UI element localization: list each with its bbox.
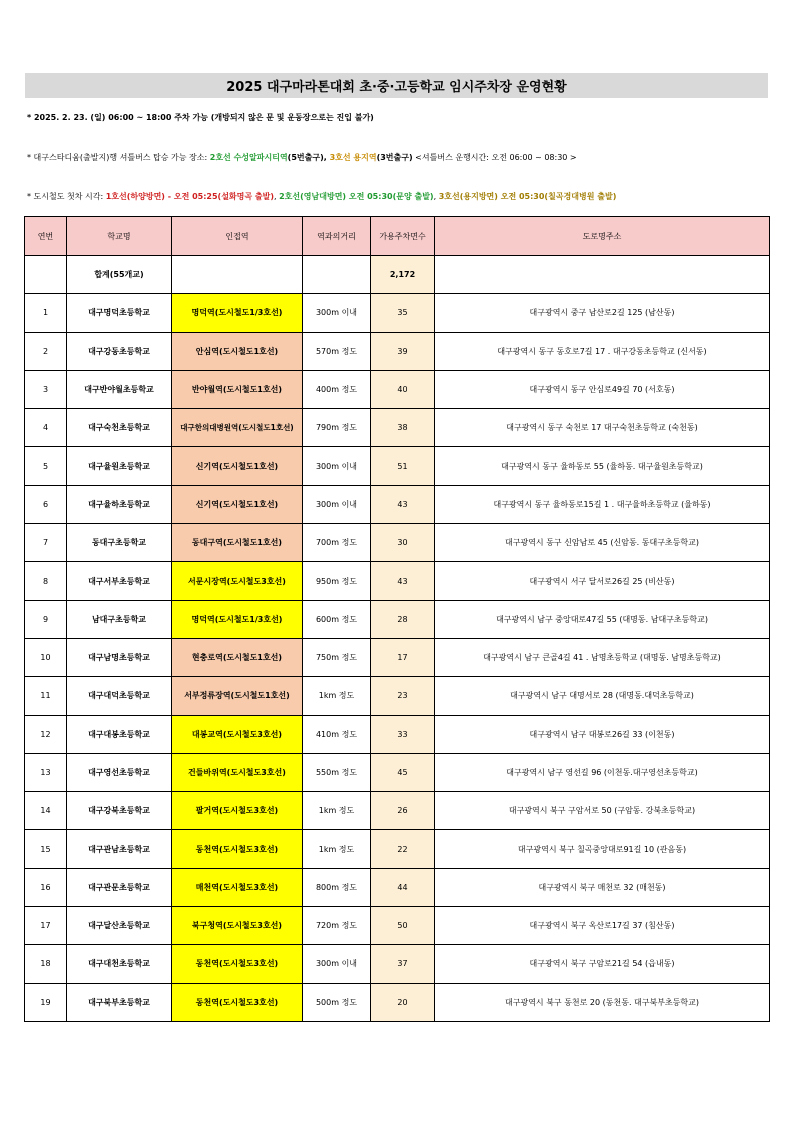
nearest-station: 안심역(도시철도1호선) xyxy=(172,332,303,370)
table-row xyxy=(25,830,770,868)
parking-time-note: * 2025. 2. 23. (일) 06:00 ~ 18:00 주차 가능 (개방되지 않은 문 및 운동장으로는 진입 불가) xyxy=(27,113,374,122)
table-row xyxy=(25,294,770,332)
table-row xyxy=(25,792,770,830)
station-distance: 1km 정도 xyxy=(303,830,371,868)
station-distance: 550m 정도 xyxy=(303,753,371,791)
school-name: 남대구초등학교 xyxy=(67,600,172,638)
road-address: 대구광역시 북구 옥산로17길 37 (침산동) xyxy=(435,907,770,945)
row-number: 6 xyxy=(25,485,67,523)
first-train-line2: 2호선(영남대방면) 오전 05:30(문양 출발) xyxy=(279,192,434,201)
nearest-station: 반야월역(도시철도1호선) xyxy=(172,370,303,408)
total-station xyxy=(172,256,303,294)
first-train-prefix: * 도시철도 첫차 시각: xyxy=(27,192,106,201)
station-distance: 410m 정도 xyxy=(303,715,371,753)
school-name: 대구강북초등학교 xyxy=(67,792,172,830)
row-number: 16 xyxy=(25,868,67,906)
row-number: 9 xyxy=(25,600,67,638)
road-address: 대구광역시 북구 구암서로 50 (구암동. 강북초등학교) xyxy=(435,792,770,830)
parking-spaces: 35 xyxy=(371,294,435,332)
table-row xyxy=(25,868,770,906)
road-address: 대구광역시 북구 동천로 20 (동천동. 대구북부초등학교) xyxy=(435,983,770,1021)
station-distance: 300m 이내 xyxy=(303,485,371,523)
road-address: 대구광역시 북구 구암로21길 54 (읍내동) xyxy=(435,945,770,983)
first-train-line3: 3호선(용지방면) 오전 05:30(칠곡경대병원 출발) xyxy=(438,192,617,201)
table-row xyxy=(25,524,770,562)
station-distance: 300m 이내 xyxy=(303,294,371,332)
school-name: 대구대봉초등학교 xyxy=(67,715,172,753)
row-number: 14 xyxy=(25,792,67,830)
station-distance: 790m 정도 xyxy=(303,409,371,447)
row-number: 2 xyxy=(25,332,67,370)
row-number: 3 xyxy=(25,370,67,408)
nearest-station: 북구청역(도시철도3호선) xyxy=(172,907,303,945)
table-row xyxy=(25,600,770,638)
parking-spaces: 45 xyxy=(371,753,435,791)
school-name: 대구서부초등학교 xyxy=(67,562,172,600)
total-distance xyxy=(303,256,371,294)
parking-spaces: 17 xyxy=(371,638,435,676)
road-address: 대구광역시 중구 남산로2길 125 (남산동) xyxy=(435,294,770,332)
road-address: 대구광역시 서구 달서로26길 25 (비산동) xyxy=(435,562,770,600)
nearest-station: 동대구역(도시철도1호선) xyxy=(172,524,303,562)
station-distance: 1km 정도 xyxy=(303,677,371,715)
parking-spaces: 20 xyxy=(371,983,435,1021)
shuttle-note xyxy=(27,152,577,163)
page-title: 2025 대구마라톤대회 초·중·고등학교 임시주차장 운영현황 xyxy=(25,73,768,98)
school-name: 대구강동초등학교 xyxy=(67,332,172,370)
parking-spaces: 26 xyxy=(371,792,435,830)
nearest-station: 건들바위역(도시철도3호선) xyxy=(172,753,303,791)
shuttle-location-2: 3호선 용지역 xyxy=(329,153,377,162)
school-name: 대구율하초등학교 xyxy=(67,485,172,523)
school-name: 동대구초등학교 xyxy=(67,524,172,562)
school-name: 대구대천초등학교 xyxy=(67,945,172,983)
parking-spaces: 38 xyxy=(371,409,435,447)
road-address: 대구광역시 북구 매천로 32 (매천동) xyxy=(435,868,770,906)
road-address: 대구광역시 남구 큰골4길 41 . 남명초등학교 (대명동. 남명초등학교) xyxy=(435,638,770,676)
station-distance: 950m 정도 xyxy=(303,562,371,600)
station-distance: 1km 정도 xyxy=(303,792,371,830)
total-spaces: 2,172 xyxy=(371,256,435,294)
total-number xyxy=(25,256,67,294)
parking-spaces: 30 xyxy=(371,524,435,562)
nearest-station: 명덕역(도시철도1/3호선) xyxy=(172,294,303,332)
parking-spaces: 51 xyxy=(371,447,435,485)
table-row xyxy=(25,983,770,1021)
parking-spaces: 40 xyxy=(371,370,435,408)
row-number: 4 xyxy=(25,409,67,447)
station-distance: 570m 정도 xyxy=(303,332,371,370)
school-name: 대구반야월초등학교 xyxy=(67,370,172,408)
school-name: 대구북부초등학교 xyxy=(67,983,172,1021)
parking-spaces: 44 xyxy=(371,868,435,906)
shuttle-location-1: 2호선 수성알파시티역 xyxy=(209,153,288,162)
row-number: 17 xyxy=(25,907,67,945)
road-address: 대구광역시 동구 안심로49길 70 (서호동) xyxy=(435,370,770,408)
parking-spaces: 23 xyxy=(371,677,435,715)
road-address: 대구광역시 북구 칠곡중앙대로91길 10 (관음동) xyxy=(435,830,770,868)
school-name: 대구명덕초등학교 xyxy=(67,294,172,332)
table-row xyxy=(25,945,770,983)
first-train-line1: 1호선(하양방면) - 오전 05:25(설화명곡 출발) xyxy=(105,192,275,201)
station-distance: 300m 이내 xyxy=(303,945,371,983)
parking-spaces: 50 xyxy=(371,907,435,945)
shuttle-location-2-exit: (3번출구) xyxy=(376,153,413,162)
table-row xyxy=(25,907,770,945)
school-name: 대구남명초등학교 xyxy=(67,638,172,676)
parking-spaces: 37 xyxy=(371,945,435,983)
row-number: 13 xyxy=(25,753,67,791)
station-distance: 300m 이내 xyxy=(303,447,371,485)
station-distance: 500m 정도 xyxy=(303,983,371,1021)
row-number: 5 xyxy=(25,447,67,485)
road-address: 대구광역시 동구 신암남로 45 (신암동. 동대구초등학교) xyxy=(435,524,770,562)
col-header-station: 인접역 xyxy=(172,217,303,256)
row-number: 7 xyxy=(25,524,67,562)
nearest-station: 신기역(도시철도1호선) xyxy=(172,485,303,523)
first-train-sep1: , xyxy=(274,192,280,201)
station-distance: 700m 정도 xyxy=(303,524,371,562)
nearest-station: 동천역(도시철도3호선) xyxy=(172,830,303,868)
table-header-row xyxy=(25,217,770,256)
shuttle-location-1-exit: (5번출구), xyxy=(287,153,330,162)
nearest-station: 대구한의대병원역(도시철도1호선) xyxy=(172,409,303,447)
parking-spaces: 22 xyxy=(371,830,435,868)
total-label: 합계(55개교) xyxy=(67,256,172,294)
nearest-station: 동천역(도시철도3호선) xyxy=(172,983,303,1021)
station-distance: 600m 정도 xyxy=(303,600,371,638)
station-distance: 750m 정도 xyxy=(303,638,371,676)
parking-spaces: 43 xyxy=(371,562,435,600)
parking-spaces: 43 xyxy=(371,485,435,523)
nearest-station: 대봉교역(도시철도3호선) xyxy=(172,715,303,753)
shuttle-prefix: * 대구스타디움(출발지)행 셔틀버스 탑승 가능 장소: xyxy=(27,153,210,162)
station-distance: 720m 정도 xyxy=(303,907,371,945)
school-name: 대구숙천초등학교 xyxy=(67,409,172,447)
row-number: 1 xyxy=(25,294,67,332)
col-header-address: 도로명주소 xyxy=(435,217,770,256)
table-row xyxy=(25,409,770,447)
row-number: 18 xyxy=(25,945,67,983)
nearest-station: 서문시장역(도시철도3호선) xyxy=(172,562,303,600)
nearest-station: 팔거역(도시철도3호선) xyxy=(172,792,303,830)
school-name: 대구대덕초등학교 xyxy=(67,677,172,715)
road-address: 대구광역시 남구 대명서로 28 (대명동.대덕초등학교) xyxy=(435,677,770,715)
col-header-number: 연번 xyxy=(25,217,67,256)
table-row xyxy=(25,715,770,753)
col-header-school: 학교명 xyxy=(67,217,172,256)
nearest-station: 명덕역(도시철도1/3호선) xyxy=(172,600,303,638)
parking-table xyxy=(24,216,770,1022)
row-number: 12 xyxy=(25,715,67,753)
col-header-distance: 역과의거리 xyxy=(303,217,371,256)
row-number: 10 xyxy=(25,638,67,676)
school-name: 대구영선초등학교 xyxy=(67,753,172,791)
table-row xyxy=(25,753,770,791)
first-train-sep2: , xyxy=(433,192,439,201)
shuttle-hours: <셔틀버스 운행시간: 오전 06:00 ~ 08:30 > xyxy=(412,153,577,162)
road-address: 대구광역시 남구 영선길 96 (이천동.대구영선초등학교) xyxy=(435,753,770,791)
nearest-station: 매천역(도시철도3호선) xyxy=(172,868,303,906)
station-distance: 800m 정도 xyxy=(303,868,371,906)
table-row xyxy=(25,677,770,715)
table-row xyxy=(25,447,770,485)
school-name: 대구달산초등학교 xyxy=(67,907,172,945)
road-address: 대구광역시 동구 율하동로 55 (율하동. 대구율원초등학교) xyxy=(435,447,770,485)
col-header-spaces: 가용주차면수 xyxy=(371,217,435,256)
parking-spaces: 28 xyxy=(371,600,435,638)
road-address: 대구광역시 동구 동호로7길 17 . 대구강동초등학교 (신서동) xyxy=(435,332,770,370)
school-name: 대구관문초등학교 xyxy=(67,868,172,906)
row-number: 8 xyxy=(25,562,67,600)
school-name: 대구율원초등학교 xyxy=(67,447,172,485)
total-address xyxy=(435,256,770,294)
road-address: 대구광역시 동구 숙천로 17 대구숙천초등학교 (숙천동) xyxy=(435,409,770,447)
nearest-station: 동천역(도시철도3호선) xyxy=(172,945,303,983)
nearest-station: 서부정류장역(도시철도1호선) xyxy=(172,677,303,715)
parking-spaces: 39 xyxy=(371,332,435,370)
parking-spaces: 33 xyxy=(371,715,435,753)
nearest-station: 현충로역(도시철도1호선) xyxy=(172,638,303,676)
table-row xyxy=(25,562,770,600)
road-address: 대구광역시 남구 중앙대로47길 55 (대명동. 남대구초등학교) xyxy=(435,600,770,638)
nearest-station: 신기역(도시철도1호선) xyxy=(172,447,303,485)
row-number: 11 xyxy=(25,677,67,715)
total-row xyxy=(25,256,770,294)
table-row xyxy=(25,638,770,676)
road-address: 대구광역시 동구 율하동로15길 1 . 대구율하초등학교 (율하동) xyxy=(435,485,770,523)
table-row xyxy=(25,370,770,408)
table-row xyxy=(25,332,770,370)
school-name: 대구관남초등학교 xyxy=(67,830,172,868)
first-train-note xyxy=(27,191,616,202)
table-row xyxy=(25,485,770,523)
road-address: 대구광역시 남구 대봉로26길 33 (이천동) xyxy=(435,715,770,753)
row-number: 15 xyxy=(25,830,67,868)
station-distance: 400m 정도 xyxy=(303,370,371,408)
row-number: 19 xyxy=(25,983,67,1021)
